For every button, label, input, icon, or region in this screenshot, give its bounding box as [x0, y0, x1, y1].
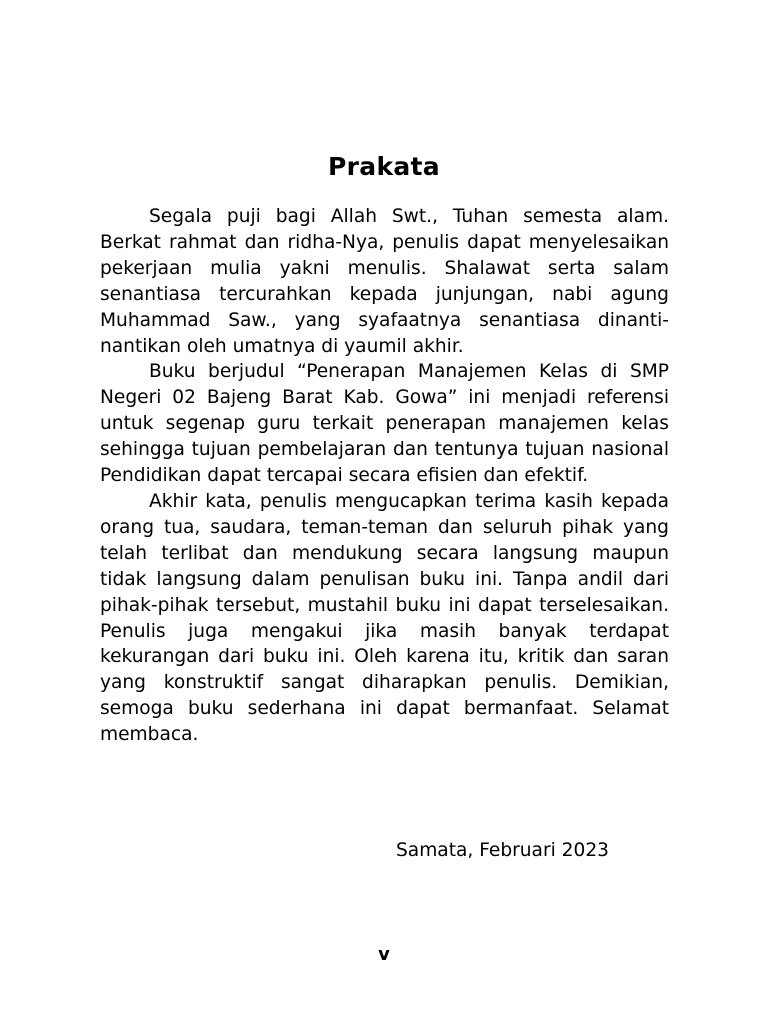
paragraph-closing: Akhir kata, penulis mengucapkan terima kasih kepada orang tua, saudara, teman-teman dan seluruh pihak yang telah terlibat dan mendukung secara langsung maupun tidak langsung dalam penulisan buku ini. Tanpa andil dari pihak-pihak tersebut, mustahil buku ini dapat terselesaikan. Penulis juga mengakui jika masih banyak terdapat kekurangan dari buku ini. Oleh karena itu, kritik dan saran yang konstruktif sangat diharapkan penulis. Demikian, semoga buku sederhana ini dapat bermanfaat. Selamat membaca.	[100, 490, 669, 746]
paragraph-opening: Segala puji bagi Allah Swt., Tuhan semesta alam. Berkat rahmat dan ridha-Nya, penulis dapat menyelesaikan pekerjaan mulia yakni menulis. Shalawat serta salam senantiasa tercurahkan kepada junjungan, nabi agung Muhammad Saw., yang syafaatnya senantiasa dinanti-nantikan oleh umatnya di yaumil akhir.	[100, 206, 669, 357]
page-number: v	[378, 944, 390, 965]
body-text	[100, 204, 669, 748]
paragraph-book-description: Buku berjudul “Penerapan Manajemen Kelas di SMP Negeri 02 Bajeng Barat Kab. Gowa” ini menjadi referensi untuk segenap guru terkait penerapan manajemen kelas sehingga tujuan pembelajaran dan tentunya tujuan nasional Pendidikan dapat tercapai secara efisien dan efektif.	[100, 361, 669, 487]
page-title: Prakata	[328, 152, 440, 181]
signature-place-date: Samata, Februari 2023	[396, 840, 609, 861]
